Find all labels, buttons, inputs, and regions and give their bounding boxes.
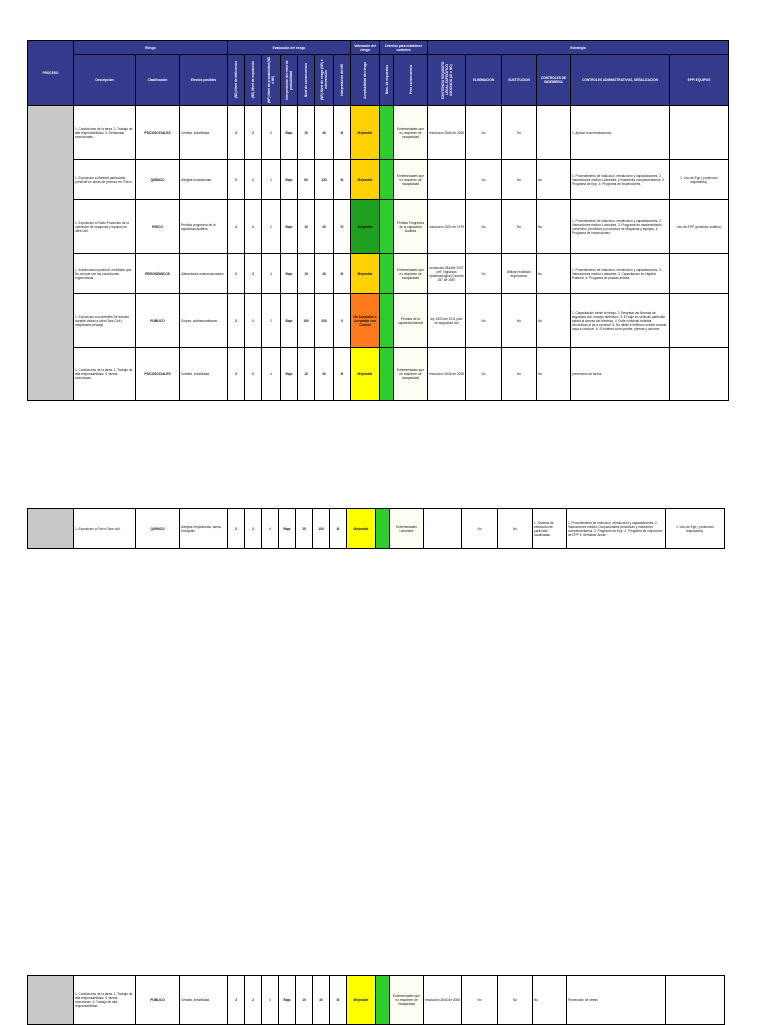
- ne-cell: 2: [245, 976, 262, 1025]
- col-epp: EPP/ EQUIPOS: [670, 55, 729, 106]
- num-expuestos-cell: [380, 348, 394, 401]
- ne-cell: 2: [245, 348, 262, 401]
- proceso-header: PROCESO: [28, 41, 74, 106]
- table-row: [28, 106, 729, 160]
- administrativos-cell: 1. Procedimiento de induccion, reinduccion y capacitaciones. 2. Valoraciones medico Laborales. 3. Capacitacion en Higiene Postural. 4. Programa de pausas activas.: [571, 254, 670, 294]
- descripcion-cell: 1. Inadecuacion postural, mobiliario que No cumple con las condiciones ergonomicas: [74, 254, 136, 294]
- col-ne: (NE) Nivel de exposición: [245, 55, 262, 106]
- clasificacion-cell: PSICOSOCIALES: [136, 348, 180, 401]
- nr-cell: 40: [313, 976, 330, 1025]
- nd-cell: 2: [228, 106, 245, 160]
- sustitucion-cell: No: [502, 106, 537, 160]
- nc-cell: 60: [298, 160, 315, 200]
- col-num-expuestos: Núm. de expuestos: [380, 55, 394, 106]
- risk-matrix-table: [27, 40, 729, 401]
- peor-consecuencia-cell: Perdida de la capacidad laboral: [394, 294, 428, 348]
- administrativos-cell: 1. Aplicar recomendaciones.: [571, 106, 670, 160]
- num-expuestos-cell: [380, 160, 394, 200]
- interp-nr-cell: IV: [334, 200, 351, 254]
- epp-cell: Uso de EPP (protector auditivo): [670, 200, 729, 254]
- epp-cell: [670, 348, 729, 401]
- eliminacion-cell: No: [466, 254, 502, 294]
- administrativos-cell: prevención de stress: [571, 348, 670, 401]
- nd-cell: 2: [228, 294, 245, 348]
- nr-cell: 120: [315, 160, 334, 200]
- interp-np-cell: Bajo: [281, 294, 298, 348]
- table-row: [28, 294, 729, 348]
- requisito-legal-cell: ley 1503 del 2011 plan de seguridad vial: [428, 294, 466, 348]
- efectos-cell: Cefalea, irritabilidad.: [180, 106, 228, 160]
- proceso-cell: [28, 976, 74, 1025]
- ingenieria-cell: No: [537, 160, 571, 200]
- table-row: [28, 160, 729, 200]
- clasificacion-cell: FISICO: [136, 200, 180, 254]
- clasificacion-cell: QUIMICO: [136, 509, 180, 549]
- interp-nr-cell: II: [334, 294, 351, 348]
- efectos-cell: Golpes, politraumatismos.: [180, 294, 228, 348]
- nc-cell: 10: [298, 106, 315, 160]
- estrategia-header: Estrategia: [428, 41, 729, 55]
- ingenieria-cell: No: [537, 348, 571, 401]
- interp-nr-cell: III: [334, 254, 351, 294]
- np-cell: 4: [262, 976, 279, 1025]
- peor-consecuencia-cell: Perdida Progresiva de la capacidad Auditiva: [394, 200, 428, 254]
- num-expuestos-cell: [376, 976, 390, 1025]
- num-expuestos-cell: [380, 254, 394, 294]
- valoracion-header: Valoración del riesgo: [351, 41, 380, 55]
- ne-cell: 2: [245, 254, 262, 294]
- table-row: [28, 976, 725, 1025]
- criterios-header: Criterios para establecer controles: [380, 41, 428, 55]
- sustitucion-cell: No: [498, 509, 533, 549]
- administrativos-cell: 1. Procedimiento de induccion, reinduccion y capacitaciones. 2. Valoraciones medico Ocupacionales periodicas y examenes complementarios. 3. Programa de Epp. 4. Programa de Inspección de EPP 5. Señalizar Áreas: [567, 509, 666, 549]
- sustitucion-cell: No: [498, 976, 533, 1025]
- requisito-legal-cell: resolucion 2646 de 2008: [424, 976, 462, 1025]
- nr-cell: 20: [315, 200, 334, 254]
- nc-cell: 100: [298, 294, 315, 348]
- aceptabilidad-cell: Mejorable: [351, 348, 380, 401]
- clasificacion-cell: ERGONÓMICOS: [136, 254, 180, 294]
- efectos-cell: Cefalea, irritabilidad.: [180, 976, 228, 1025]
- col-requisito-legal: EXISTENCIA REQUISITO LEGAL ESPECIFICO ASOCIADO (SI o NO): [428, 55, 466, 106]
- col-interp-np: Interpretación del nivel de probabilidad: [281, 55, 298, 106]
- nd-cell: 2: [228, 160, 245, 200]
- descripcion-cell: 1. Exposicion a Polvo Obra civil.: [74, 509, 136, 549]
- nc-cell: 10: [298, 200, 315, 254]
- interp-np-cell: Bajo: [279, 509, 296, 549]
- ne-cell: 1: [245, 200, 262, 254]
- np-cell: 2: [262, 160, 281, 200]
- clasificacion-cell: PSICOSOCIALES: [136, 106, 180, 160]
- col-eliminacion: ELIMINACION: [466, 55, 502, 106]
- epp-cell: 1. Uso de Epp ( proteccion respiratoria).: [666, 509, 725, 549]
- col-descripcion: Descripción: [74, 55, 136, 106]
- interp-np-cell: Bajo: [281, 254, 298, 294]
- nr-cell: 40: [315, 348, 334, 401]
- sustitucion-cell: Utilizar mobiliario ergonomico: [502, 254, 537, 294]
- np-cell: 2: [262, 294, 281, 348]
- epp-cell: 1. Uso de Epp ( proteccion respiratoria).: [670, 160, 729, 200]
- col-administrativos: CONTROLES ADMINISTRATIVOS, SEÑALIZACION: [571, 55, 670, 106]
- epp-cell: [670, 106, 729, 160]
- num-expuestos-cell: [380, 200, 394, 254]
- sustitucion-cell: No: [502, 160, 537, 200]
- nr-cell: 200: [315, 294, 334, 348]
- epp-cell: [670, 294, 729, 348]
- epp-cell: [670, 254, 729, 294]
- risk-matrix-table-page-2: [27, 508, 725, 549]
- col-efectos: Efectos posibles: [180, 55, 228, 106]
- eliminacion-cell: No: [466, 348, 502, 401]
- peor-consecuencia-cell: Enfermedades que no requieren de incapacidad: [394, 254, 428, 294]
- nd-cell: 2: [228, 200, 245, 254]
- col-interp-nr: Interpretación del NR: [334, 55, 351, 106]
- nr-cell: 40: [315, 106, 334, 160]
- descripcion-cell: 1. Exposicion a accidentes De transito durante visitas a obra Obra Civil ( maquinaria pesada): [74, 294, 136, 348]
- ne-cell: 1: [245, 294, 262, 348]
- num-expuestos-cell: [380, 294, 394, 348]
- administrativos-cell: 1. Procedimiento de induccion, reinduccion y capacitaciones. 2. Valoraciones medico Laborales. 3. Programa de mantenimiento preventivo, predictivo y productivo de Maquinas y equipos. 4. Programa de Inspecciones.: [571, 200, 670, 254]
- peor-consecuencia-cell: Enfermedades que no requieren de incapacidad: [394, 106, 428, 160]
- efectos-cell: Alergias respiratorias, asma, bronquitis.: [180, 509, 228, 549]
- eliminacion-cell: No: [466, 200, 502, 254]
- aceptabilidad-cell: Mejorable: [351, 106, 380, 160]
- efectos-cell: Perdida progresiva de la capacidad Auditiva: [180, 200, 228, 254]
- eliminacion-cell: No: [462, 976, 498, 1025]
- aceptabilidad-cell: No Aceptable o Aceptable con Control: [351, 294, 380, 348]
- ingenieria-cell: No: [537, 254, 571, 294]
- interp-nr-cell: III: [330, 509, 347, 549]
- administrativos-cell: 1. Capacitacion frente al riesgo. 2. Respetar las Normas de seguridad vial, manejo defensivo. 3. El viaje en vehiculo particular estará al acceso del electrico. 4. Evite consumir bebidas alcoholicas si va a conducir. 5. No utilice el teléfono celular cuando vaya a conducir. 6. Si hubiera como perder, piernas y alcorme: [571, 294, 670, 348]
- descripcion-cell: 1. Condiciones de la tarea. 2. Trabajo de alta responsabilidad. 3. Demandas emocionales.: [74, 106, 136, 160]
- requisito-legal-cell: resolucion 2400 de 1979: [428, 200, 466, 254]
- sustitucion-cell: No: [502, 348, 537, 401]
- interp-np-cell: Bajo: [281, 160, 298, 200]
- ingenieria-cell: [537, 106, 571, 160]
- eliminacion-cell: No: [466, 294, 502, 348]
- np-cell: 4: [262, 509, 279, 549]
- clasificacion-cell: QUIMICO: [136, 160, 180, 200]
- peor-consecuencia-cell: Enfermedades Laborales: [390, 509, 424, 549]
- requisito-legal-cell: resolucion 2646 de 2008: [428, 348, 466, 401]
- nc-cell: 10: [298, 348, 315, 401]
- aceptabilidad-cell: Mejorable: [347, 509, 376, 549]
- col-nc: Nivel de consecuencia: [298, 55, 315, 106]
- nd-cell: 2: [228, 348, 245, 401]
- sustitucion-cell: No: [502, 200, 537, 254]
- col-np: (NP) Nivel de probabilidad (ND x NE): [262, 55, 281, 106]
- nr-cell: 40: [315, 254, 334, 294]
- ne-cell: 2: [245, 106, 262, 160]
- ingenieria-cell: No: [537, 294, 571, 348]
- proceso-cell: [28, 106, 74, 401]
- nc-cell: 10: [296, 976, 313, 1025]
- interp-nr-cell: III: [334, 160, 351, 200]
- col-nd: (ND) Nivel de deficiencia: [228, 55, 245, 106]
- clasificacion-cell: PUBLICO: [136, 294, 180, 348]
- aceptabilidad-cell: Mejorable: [351, 254, 380, 294]
- descripcion-cell: 1. Exposicion a Ruido Producido de la operación de maquinas y equipos de obra civil.: [74, 200, 136, 254]
- risk-matrix-table-page-3: [27, 975, 725, 1025]
- eliminacion-cell: No: [466, 106, 502, 160]
- administrativos-cell: 1. Procedimiento de induccion, reinduccion y capacitaciones. 2. Valoraciones medico Laborales, y examenes complementarios. 3. Programa de Epp. 4. Programa de Inspecciones.: [571, 160, 670, 200]
- proceso-cell: [28, 509, 74, 549]
- table-row: [28, 254, 729, 294]
- interp-nr-cell: III: [334, 106, 351, 160]
- ingenieria-cell: No: [533, 976, 567, 1025]
- descripcion-cell: 1. Condiciones de la tarea. 2. Trabajo de alta responsabilidad. 3. tareas monotonas.: [74, 348, 136, 401]
- riesgo-header: Riesgo: [74, 41, 228, 55]
- col-sustitucion: SUSTITUCION: [502, 55, 537, 106]
- interp-np-cell: Bajo: [281, 200, 298, 254]
- interp-np-cell: Bajo: [279, 976, 296, 1025]
- np-cell: 4: [262, 254, 281, 294]
- ingenieria-cell: No: [537, 200, 571, 254]
- efectos-cell: Alergias respiratorias.: [180, 160, 228, 200]
- efectos-cell: Cefalea, irritabilidad.: [180, 348, 228, 401]
- col-clasificacion: Clasificación: [136, 55, 180, 106]
- requisito-legal-cell: [424, 509, 462, 549]
- nc-cell: 10: [298, 254, 315, 294]
- nd-cell: 2: [228, 254, 245, 294]
- ne-cell: 1: [245, 160, 262, 200]
- administrativos-cell: Prevención de stress: [567, 976, 666, 1025]
- table-row: [28, 200, 729, 254]
- efectos-cell: Alteraciones osteomusculares: [180, 254, 228, 294]
- col-aceptabilidad: Aceptabilidad del riesgo: [351, 55, 380, 106]
- interp-np-cell: Bajo: [281, 106, 298, 160]
- peor-consecuencia-cell: Enfermedades que no requieren de incapacidad: [394, 160, 428, 200]
- eliminacion-cell: No: [466, 160, 502, 200]
- ne-cell: 2: [245, 509, 262, 549]
- np-cell: 4: [262, 106, 281, 160]
- descripcion-cell: 1. Condiciones de la tarea. 2. Trabajo de alta responsabilidad. 3. tareas monotonas. 4. Trabajo de alta responsabilidad.: [74, 976, 136, 1025]
- nr-cell: 100: [313, 509, 330, 549]
- interp-nr-cell: III: [334, 348, 351, 401]
- nc-cell: 25: [296, 509, 313, 549]
- num-expuestos-cell: [376, 509, 390, 549]
- col-ingenieria: CONTROLES DE INGENIERIA: [537, 55, 571, 106]
- aceptabilidad-cell: Aceptable: [351, 200, 380, 254]
- aceptabilidad-cell: Mejorable: [351, 160, 380, 200]
- requisito-legal-cell: resolucion 2646 de 2008: [428, 106, 466, 160]
- table-row: [28, 509, 725, 549]
- interp-nr-cell: III: [330, 976, 347, 1025]
- np-cell: 2: [262, 200, 281, 254]
- clasificacion-cell: PUBLICO: [136, 976, 180, 1025]
- peor-consecuencia-cell: Enfermedades que no requieren de incapacidad: [394, 348, 428, 401]
- requisito-legal-cell: [428, 160, 466, 200]
- ingenieria-cell: 1. Sistema de extraccion de particulas localizadas.: [533, 509, 567, 549]
- np-cell: 4: [262, 348, 281, 401]
- requisito-legal-cell: resolucion 2844de 2007 (ref: Vigilancia epidemiologica) Decreto 287 de 1987: [428, 254, 466, 294]
- epp-cell: [666, 976, 725, 1025]
- eliminacion-cell: No: [462, 509, 498, 549]
- table-row: [28, 348, 729, 401]
- peor-consecuencia-cell: Enfermedades que no requieren de incapacidad: [390, 976, 424, 1025]
- col-peor-consecuencia: Peor consecuencia: [394, 55, 428, 106]
- num-expuestos-cell: [380, 106, 394, 160]
- evaluacion-header: Evaluación del riesgo: [228, 41, 351, 55]
- col-nr: (NR) Nivel de riesgo (NR) e intervención: [315, 55, 334, 106]
- nd-cell: 2: [228, 509, 245, 549]
- aceptabilidad-cell: Mejorable: [347, 976, 376, 1025]
- nd-cell: 2: [228, 976, 245, 1025]
- interp-np-cell: Bajo: [281, 348, 298, 401]
- descripcion-cell: 1. Exposicion a Material particulado presente en areas de proceso en: Polvo.: [74, 160, 136, 200]
- sustitucion-cell: No: [502, 294, 537, 348]
